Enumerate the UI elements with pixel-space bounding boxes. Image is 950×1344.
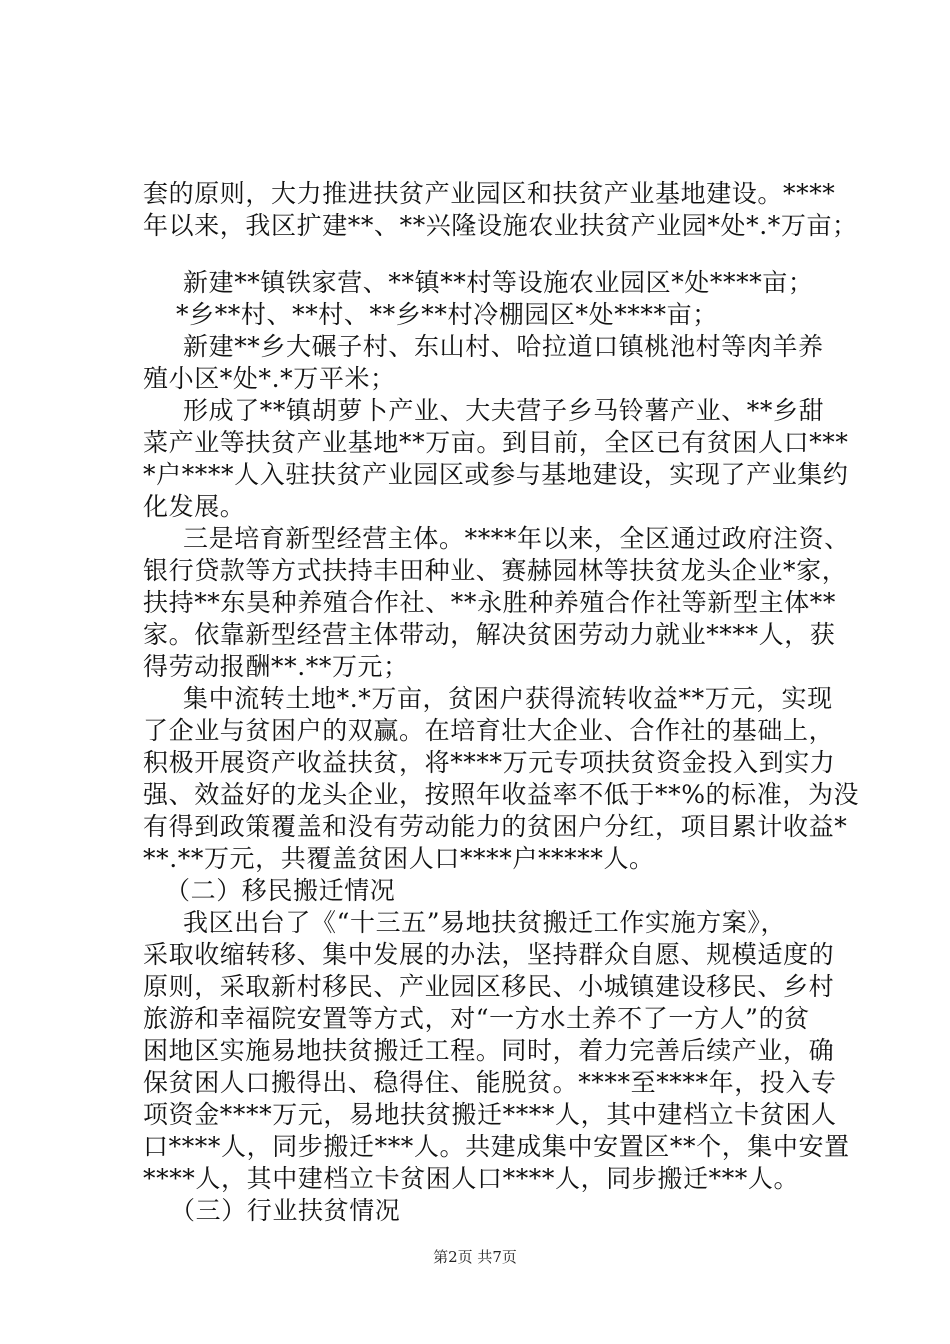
text-line: 扶持**东昊种养殖合作社、**永胜种养殖合作社等新型主体** xyxy=(143,588,837,617)
text-line: 集中流转土地*.*万亩，贫困户获得流转收益**万元，实现 xyxy=(183,684,833,713)
text-line: 强、效益好的龙头企业，按照年收益率不低于**%的标准，为没 xyxy=(143,780,860,809)
text-line: 项资金****万元，易地扶贫搬迁****人，其中建档立卡贫困人 xyxy=(143,1100,837,1129)
text-line: *乡**村、**村、**乡**村冷棚园区*处****亩； xyxy=(176,300,718,329)
text-line: 家。依靠新型经营主体带动，解决贫困劳动力就业****人，获 xyxy=(143,620,836,649)
text-line: 我区出台了《“十三五”易地扶贫搬迁工作实施方案》， xyxy=(183,908,787,937)
text-line: 了企业与贫困户的双赢。在培育壮大企业、合作社的基础上， xyxy=(143,716,835,745)
section-heading: （二）移民搬迁情况 xyxy=(165,876,396,905)
text-line: 有得到政策覆盖和没有劳动能力的贫困户分红，项目累计收益* xyxy=(143,812,848,841)
text-line: 形成了**镇胡萝卜产业、大夫营子乡马铃薯产业、**乡甜 xyxy=(183,396,825,425)
text-line: 原则，采取新村移民、产业园区移民、小城镇建设移民、乡村 xyxy=(143,972,835,1001)
text-line: 化发展。 xyxy=(143,492,246,521)
text-line: 套的原则，大力推进扶贫产业园区和扶贫产业基地建设。**** xyxy=(143,179,836,208)
text-line: 新建**乡大碾子村、东山村、哈拉道口镇桃池村等肉羊养 xyxy=(183,332,824,361)
text-line: ****人，其中建档立卡贫困人口****人，同步搬迁***人。 xyxy=(143,1164,800,1193)
text-line: 新建**镇铁家营、**镇**村等设施农业园区*处****亩； xyxy=(183,268,814,297)
text-line: 旅游和幸福院安置等方式，对“一方水土养不了一方人”的贫 xyxy=(143,1004,810,1033)
section-heading: （三）行业扶贫情况 xyxy=(170,1196,401,1225)
text-line: *户****人入驻扶贫产业园区或参与基地建设，实现了产业集约 xyxy=(143,460,849,489)
text-line: 菜产业等扶贫产业基地**万亩。到目前，全区已有贫困人口*** xyxy=(143,428,849,457)
text-line: 困地区实施易地扶贫搬迁工程。同时，着力完善后续产业，确 xyxy=(143,1036,835,1065)
text-line: 口****人，同步搬迁***人。共建成集中安置区**个，集中安置 xyxy=(143,1132,850,1161)
text-line: 三是培育新型经营主体。****年以来，全区通过政府注资、 xyxy=(183,524,850,553)
text-line: 积极开展资产收益扶贫，将****万元专项扶贫资金投入到实力 xyxy=(143,748,836,777)
text-line: 保贫困人口搬得出、稳得住、能脱贫。****至****年，投入专 xyxy=(143,1068,837,1097)
text-line: 年以来，我区扩建**、**兴隆设施农业扶贫产业园*处*.*万亩； xyxy=(143,211,858,240)
page-number-footer: 第2页 共7页 xyxy=(433,1248,517,1266)
text-line: 采取收缩转移、集中发展的办法，坚持群众自愿、规模适度的 xyxy=(143,940,835,969)
text-line: 殖小区*处*.*万平米； xyxy=(143,364,396,393)
text-line: **.**万元，共覆盖贫困人口****户*****人。 xyxy=(143,844,655,873)
text-line: 得劳动报酬**.**万元； xyxy=(143,652,409,681)
text-line: 银行贷款等方式扶持丰田种业、赛赫园林等扶贫龙头企业*家， xyxy=(143,556,848,585)
